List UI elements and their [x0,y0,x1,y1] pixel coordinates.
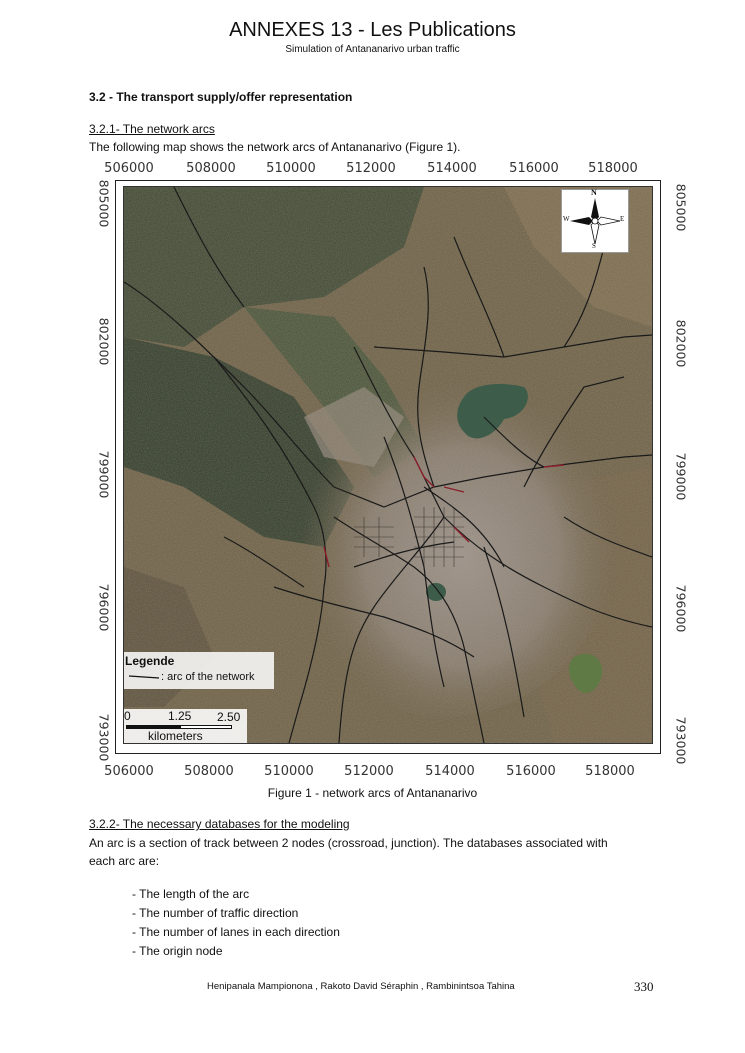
subsection-heading-databases: 3.2.2- The necessary databases for the modeling [89,817,350,831]
x-tick-label: 506000 [104,764,154,779]
compass-south: S [592,242,596,250]
scale-unit: kilometers [148,729,203,743]
y-tick-label: 793000 [96,713,112,762]
y-tick-label: 793000 [673,716,689,765]
x-tick-label: 518000 [585,764,635,779]
legend-entry: : arc of the network [161,671,255,683]
y-tick-label: 802000 [673,319,689,368]
axis-frame-left [115,180,116,754]
axis-frame-bottom [115,753,660,754]
paragraph-databases-line1: An arc is a section of track between 2 nodes (crossroad, junction). The databases associated with [89,836,608,850]
page-number: 330 [634,979,654,994]
list-item: - The number of lanes in each direction [132,925,340,939]
scale-label-0: 0 [124,709,131,723]
page-subtitle: Simulation of Antananarivo urban traffic [285,44,460,55]
x-tick-label: 510000 [264,764,314,779]
y-tick-label: 802000 [96,317,112,366]
x-tick-label: 514000 [427,161,477,176]
subsection-heading-network-arcs: 3.2.1- The network arcs [89,122,215,136]
scale-label-1: 1.25 [168,709,192,723]
compass-west: W [563,215,570,223]
y-tick-label: 799000 [673,452,689,501]
figure-caption: Figure 1 - network arcs of Antananarivo [267,786,478,800]
x-tick-label: 508000 [186,161,236,176]
x-tick-label: 516000 [506,764,556,779]
section-heading: 3.2 - The transport supply/offer representation [89,90,353,104]
map-legend [124,652,274,689]
list-item: - The number of traffic direction [132,906,299,920]
scale-label-2: 2.50 [217,710,241,724]
x-tick-label: 512000 [344,764,394,779]
scale-bar [124,709,247,743]
y-tick-label: 805000 [673,183,689,232]
y-tick-label: 796000 [96,583,112,632]
legend-title: Legende [125,654,175,668]
compass-rose [561,189,629,253]
paragraph-network-arcs: The following map shows the network arcs of Antananarivo (Figure 1). [89,140,461,154]
satellite-map [123,186,653,744]
x-tick-label: 510000 [266,161,316,176]
y-tick-label: 799000 [96,450,112,499]
axis-frame-top [115,180,660,181]
compass-north: N [591,188,597,197]
list-item: - The origin node [132,944,223,958]
y-tick-label: 796000 [673,584,689,633]
page-title: ANNEXES 13 - Les Publications [229,19,516,41]
x-tick-label: 516000 [509,161,559,176]
compass-east: E [620,215,625,223]
axis-frame-right [660,180,661,754]
x-tick-label: 512000 [346,161,396,176]
x-tick-label: 508000 [184,764,234,779]
x-tick-label: 518000 [588,161,638,176]
paragraph-databases-line2: each arc are: [89,854,160,868]
list-item: - The length of the arc [132,887,250,901]
x-tick-label: 506000 [104,161,154,176]
y-tick-label: 805000 [96,179,112,228]
footer-authors: Henipanala Mampionona , Rakoto David Séraphin , Rambinintsoa Tahina [207,981,515,992]
x-tick-label: 514000 [425,764,475,779]
